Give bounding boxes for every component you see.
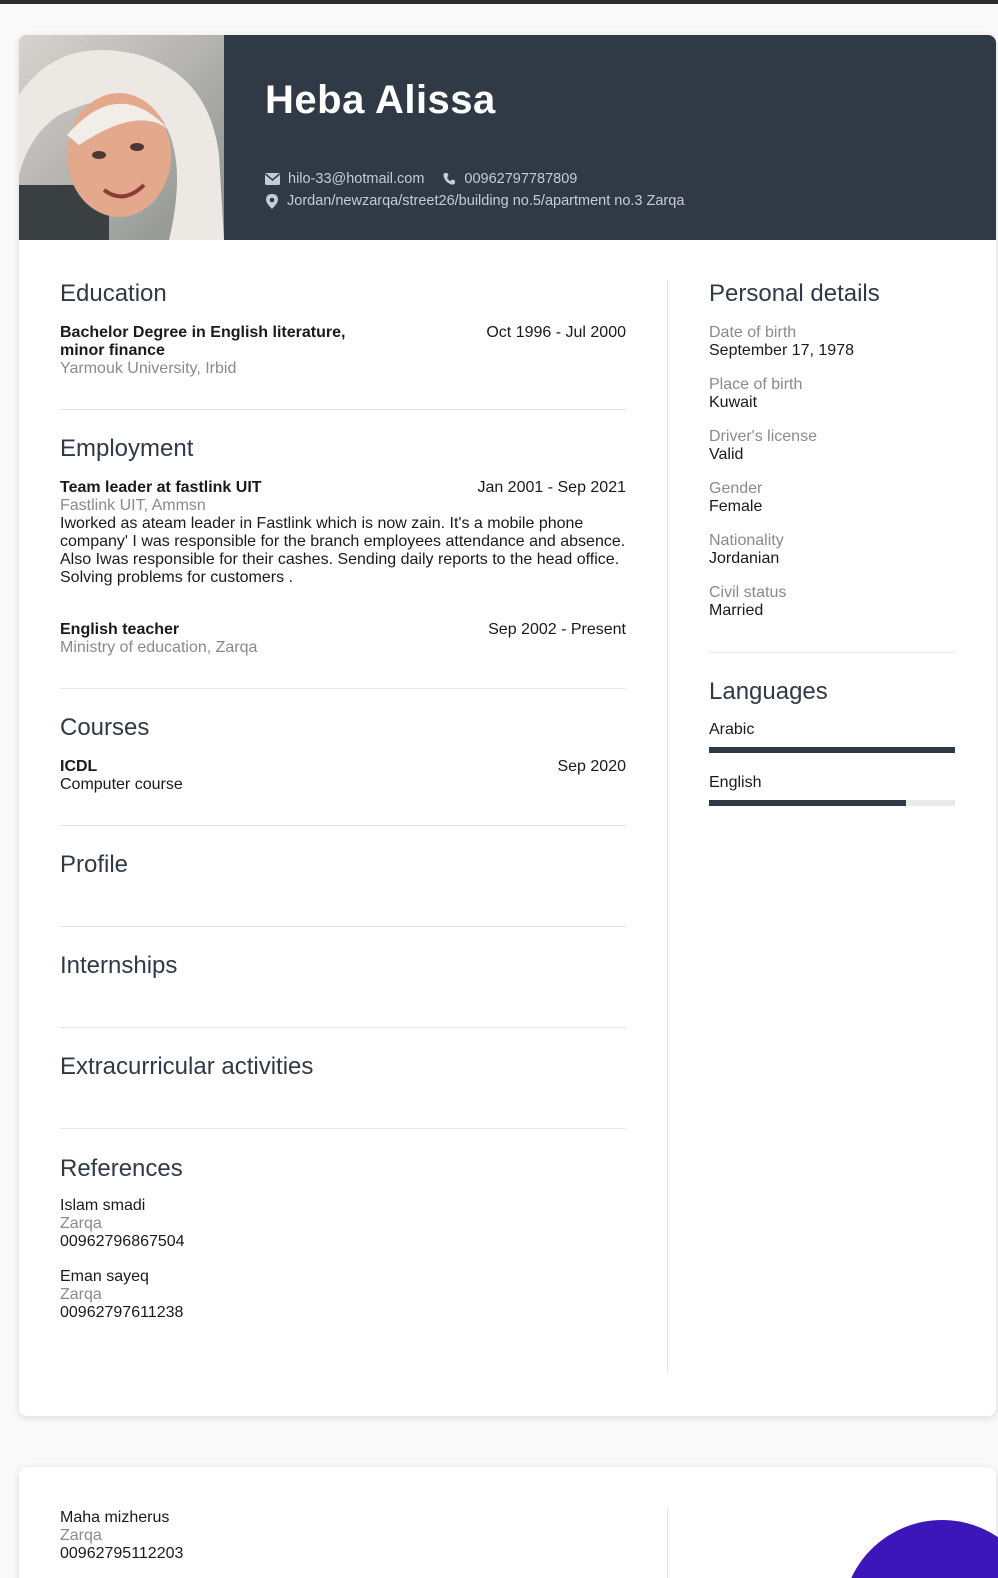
job-role: Team leader at fastlink UIT — [60, 479, 262, 496]
employment-title: Employment — [60, 435, 194, 462]
personal-item — [709, 532, 784, 568]
reference-city: Zarqa — [60, 1286, 102, 1303]
profile-title: Profile — [60, 851, 129, 878]
language-name: Arabic — [709, 721, 755, 738]
contact-line-2 — [265, 193, 684, 209]
personal-label: Driver's license — [709, 428, 817, 445]
resume-page-2 — [19, 1467, 996, 1578]
reference-item — [60, 1509, 183, 1563]
references-title: References — [60, 1155, 183, 1182]
education-title: Education — [60, 280, 167, 307]
profile-photo — [19, 35, 224, 240]
divider — [60, 1027, 626, 1028]
course-name: ICDL — [60, 758, 98, 775]
language-item — [709, 721, 955, 753]
language-level-fill — [709, 800, 906, 806]
employment-item — [60, 621, 626, 657]
language-level-bar — [709, 747, 955, 753]
reference-name: Islam smadi — [60, 1197, 146, 1214]
job-dates: Jan 2001 - Sep 2021 — [477, 479, 626, 496]
internships-title: Internships — [60, 952, 178, 979]
reference-phone: 00962795112203 — [60, 1545, 184, 1562]
personal-item — [709, 480, 762, 516]
divider — [709, 652, 955, 653]
employment-item — [60, 479, 626, 587]
reference-item — [60, 1268, 626, 1322]
personal-item — [709, 428, 817, 464]
personal-label: Date of birth — [709, 324, 797, 341]
email-text[interactable]: hilo-33@hotmail.com — [288, 171, 425, 187]
personal-value: Married — [709, 602, 764, 619]
job-role: English teacher — [60, 621, 180, 638]
language-name: English — [709, 774, 762, 791]
school-name: Yarmouk University, Irbid — [60, 360, 237, 377]
phone-icon — [442, 172, 456, 186]
degree-line-1: Bachelor Degree in English literature, — [60, 324, 346, 341]
personal-details-title: Personal details — [709, 280, 880, 307]
extracurricular-title: Extracurricular activities — [60, 1053, 314, 1080]
reference-item — [60, 1197, 626, 1251]
resume-header — [19, 35, 996, 240]
personal-label: Civil status — [709, 584, 787, 601]
phone-text[interactable]: 00962797787809 — [464, 171, 578, 187]
degree-line-2: minor finance — [60, 342, 165, 359]
resume-page-1 — [19, 35, 996, 1416]
course-item — [60, 758, 626, 794]
divider — [60, 1128, 626, 1129]
job-org: Ministry of education, Zarqa — [60, 639, 258, 656]
envelope-icon — [265, 173, 280, 185]
education-item — [60, 324, 626, 378]
reference-name: Eman sayeq — [60, 1268, 149, 1285]
candidate-name: Heba Alissa — [265, 78, 496, 122]
reference-name: Maha mizherus — [60, 1509, 170, 1526]
reference-phone: 00962796867504 — [60, 1233, 185, 1250]
personal-item — [709, 376, 802, 412]
profile-photo-image — [19, 35, 224, 240]
personal-label: Nationality — [709, 532, 784, 549]
job-dates: Sep 2002 - Present — [488, 621, 626, 638]
course-detail: Computer course — [60, 776, 183, 793]
personal-value: Female — [709, 498, 763, 515]
job-description: Iworked as ateam leader in Fastlink which is now zain. It's a mobile phone company' I was responsible for the branch employees attendance and absence. Also Iwas responsible for their cashes. Sending daily reports to the head office. Solving problems for customers . — [60, 515, 626, 586]
column-divider — [667, 280, 668, 1372]
personal-item — [709, 584, 786, 620]
divider — [60, 409, 626, 410]
divider — [60, 825, 626, 826]
job-org: Fastlink UIT, Ammsn — [60, 497, 206, 514]
column-divider — [667, 1509, 668, 1578]
languages-title: Languages — [709, 678, 828, 705]
language-level-bar — [709, 800, 955, 806]
personal-label: Place of birth — [709, 376, 803, 393]
course-date: Sep 2020 — [557, 758, 626, 775]
map-marker-icon — [265, 194, 279, 209]
education-dates: Oct 1996 - Jul 2000 — [486, 324, 626, 341]
personal-value: Valid — [709, 446, 744, 463]
address-text: Jordan/newzarqa/street26/building no.5/apartment no.3 Zarqa — [287, 193, 685, 209]
personal-value: Kuwait — [709, 394, 758, 411]
divider — [60, 688, 626, 689]
personal-item — [709, 324, 854, 360]
divider — [60, 926, 626, 927]
reference-city: Zarqa — [60, 1215, 102, 1232]
language-item — [709, 774, 955, 806]
personal-value: September 17, 1978 — [709, 342, 854, 359]
contact-line-1 — [265, 171, 577, 187]
reference-phone: 00962797611238 — [60, 1304, 184, 1321]
courses-title: Courses — [60, 714, 150, 741]
personal-label: Gender — [709, 480, 763, 497]
reference-city: Zarqa — [60, 1527, 102, 1544]
top-bar — [0, 0, 998, 4]
language-level-fill — [709, 747, 955, 753]
personal-value: Jordanian — [709, 550, 780, 567]
